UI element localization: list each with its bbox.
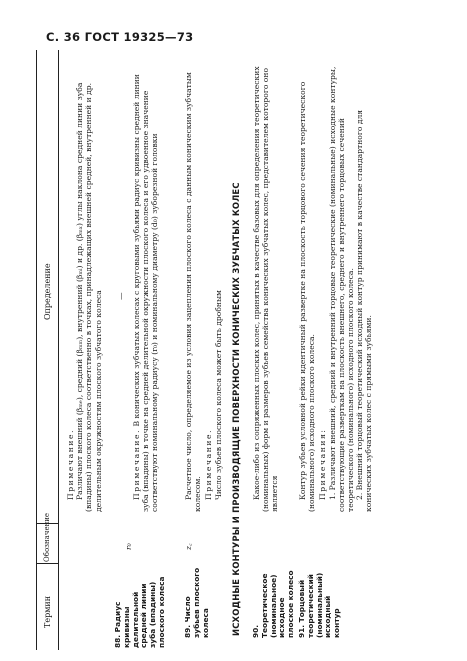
row88-def-text: В конических зубчатых колесах с круговыми зубьями радиус кривизны средней линии зуба (впадины) в точке на средней делительной окружности плоского колеса и его удвоенное значение соответствуют номинальному радиусу (r₀) и номинальному диаметру (d₀) зуборезной головки xyxy=(132,74,160,512)
row88-prelude-note-head: Примечание. xyxy=(66,428,75,500)
row88-definition xyxy=(132,62,160,512)
row88-def-head: Примечание. xyxy=(132,428,141,500)
col-divider-1 xyxy=(36,563,58,564)
row91-note-head: Примечания: xyxy=(318,428,328,500)
row89-def-text: Расчетное число, определяемое из условия зацепления плоского колеса с данным коническим зубчатым колесом. xyxy=(184,72,203,512)
row89-term: 89. Число зубьев плоского колеса xyxy=(183,567,210,638)
row89-note-head: Примечание. xyxy=(204,428,214,500)
row88-prelude-note-text: Различают внешний (βₘₑ), средний (βₘₘ), внутренний (βₘᵢ) и др. (βₘₓ) углы наклона средней линии зуба (впадины) плоского колеса соответственно в точках, принадлежащих внешней средней, внутренней и др. делительным окружностям плоского зубчатого колеса xyxy=(75,82,103,512)
row90-definition xyxy=(252,62,280,512)
row89-symbol: z꜀ xyxy=(184,543,193,550)
row88-term: 88. Радиус кривизны делительной средней линии зуба (впадины) плоского колеса xyxy=(113,576,166,648)
row90-def-text: Какое-либо из сопряженных плоских колес, принятых в качестве базовых для определения теоретических (номинальных) форм и размеров зубьев семейства конических зубчатых колес, представителем которого оно является xyxy=(252,66,280,512)
header-rule xyxy=(58,50,59,650)
row91-term: 91. Торцовый теоретический (номинальный) исходный контур xyxy=(297,572,342,638)
row88-prelude-note xyxy=(66,62,103,512)
row90-term: 90. Теоретическое (номинальное) исходное плоское колесо xyxy=(251,570,296,638)
row91-def-text: Контур зубьев условной рейки идентичный развертке на плоскость торцового сечения теоретического (номинального) исходного плоского колеса. xyxy=(298,81,317,512)
col-head-symbol: Обозначение xyxy=(43,512,51,562)
top-rule xyxy=(36,50,37,650)
row89-note-text: Число зубьев плоского колеса может быть дробным xyxy=(213,290,223,500)
row91-note2: 2. Внешний торцовый теоретический исходный контур принимают в качестве стандартного для конических зубчатых колес с прямыми зубьями. xyxy=(355,109,374,512)
rotated-table xyxy=(36,50,431,650)
section-title: ИСХОДНЫЕ КОНТУРЫ И ПРОИЗВОДЯЩИЕ ПОВЕРХНОСТИ КОНИЧЕСКИХ ЗУБЧАТЫХ КОЛЕС xyxy=(231,182,241,636)
row88-dash: — xyxy=(116,292,125,300)
col-head-term: Термин xyxy=(43,595,52,628)
row91-note1: 1. Различают внешний, средний и внутренний торцовые теоретические (номинальные) исходные контуры, соответствующие разверткам на плоскость внешнего, среднего и внутреннего торцовых сечений теоретического (номинального) исходного плоского колеса. xyxy=(327,66,356,512)
col-head-definition: Определение xyxy=(43,263,52,320)
page-header: С. 36 ГОСТ 19325—73 xyxy=(46,30,194,44)
row89-definition xyxy=(184,62,223,512)
row91-definition xyxy=(298,62,374,512)
row88-symbol: r₀ xyxy=(124,543,133,550)
